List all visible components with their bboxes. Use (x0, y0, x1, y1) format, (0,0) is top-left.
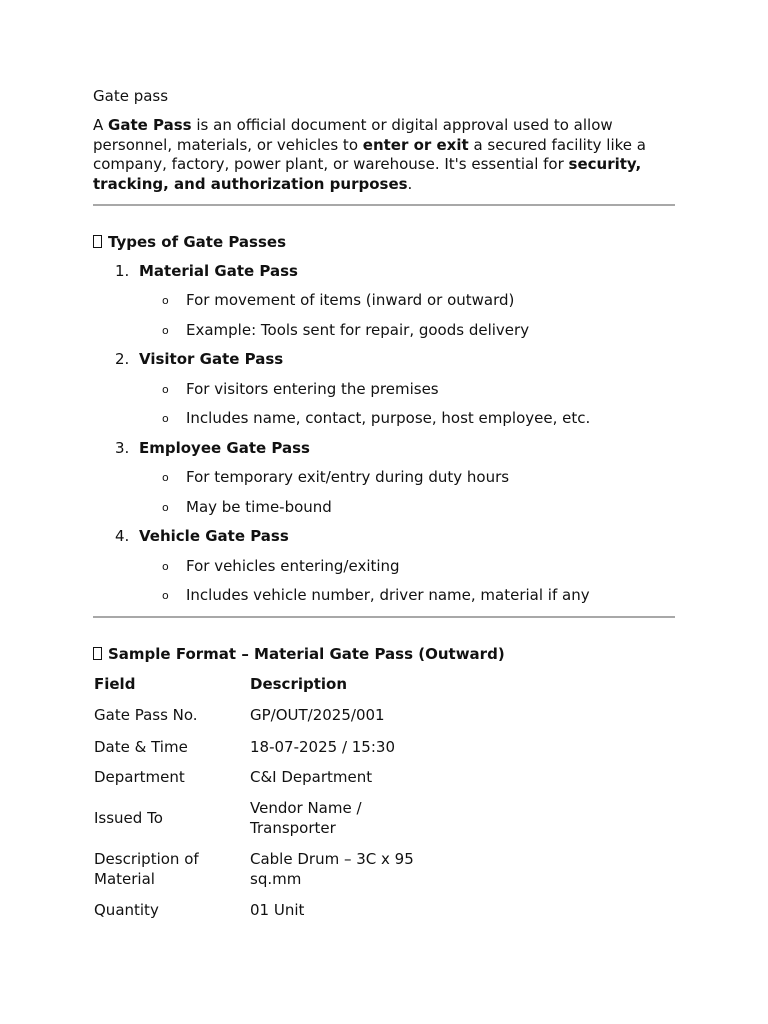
sub-list-text: For visitors entering the premises (186, 380, 439, 398)
list-item (115, 350, 283, 369)
intro-text: A (93, 116, 109, 134)
sample-format-heading-text: Sample Format – Material Gate Pass (Outward) (108, 645, 505, 663)
table-cell-description: 01 Unit (250, 901, 305, 919)
list-item (115, 439, 310, 458)
sub-list-item (162, 468, 509, 487)
horizontal-divider (93, 616, 675, 618)
sub-list-text: May be time-bound (186, 498, 332, 516)
list-item (115, 527, 289, 546)
table-cell-description: Vendor Name / Transporter (250, 799, 362, 837)
list-item-title: Vehicle Gate Pass (139, 527, 289, 545)
sample-format-heading (93, 645, 505, 664)
sub-list-item (162, 380, 439, 399)
list-item-title: Employee Gate Pass (139, 439, 310, 457)
sub-list-item (162, 557, 400, 576)
table-cell-description: GP/OUT/2025/001 (250, 706, 385, 724)
horizontal-divider (93, 204, 675, 206)
sub-list-item (162, 498, 332, 517)
sub-list-text: For temporary exit/entry during duty hours (186, 468, 510, 486)
table-cell-field: Department (94, 768, 185, 786)
intro-text: a secured facility like a company, factory, power plant, or warehouse. It's essential for (93, 135, 646, 173)
sub-list-text: Includes vehicle number, driver name, material if any (186, 586, 590, 604)
list-item (115, 262, 298, 281)
table-cell-description: 18-07-2025 / 15:30 (250, 738, 395, 756)
bullet-icon: o (162, 560, 169, 573)
table-header-description: Description (250, 675, 348, 693)
list-number: 2. (115, 350, 130, 368)
sub-list-text: Includes name, contact, purpose, host employee, etc. (186, 409, 591, 427)
types-heading-text: Types of Gate Passes (108, 233, 287, 251)
document-title: Gate pass (93, 87, 169, 105)
bullet-icon: o (162, 501, 169, 514)
table-cell-field: Gate Pass No. (94, 706, 198, 724)
table-cell-description: C&I Department (250, 768, 373, 786)
intro-paragraph (93, 116, 675, 194)
sub-list-item (162, 321, 529, 340)
list-item-title: Material Gate Pass (139, 262, 298, 280)
table-cell-field: Quantity (94, 901, 159, 919)
intro-text: is an official document or digital approval used to allow personnel, materials, or vehicles to (93, 116, 613, 154)
intro-bold-text: enter or exit (362, 135, 469, 154)
bullet-icon: o (162, 294, 169, 307)
table-cell-field: Issued To (94, 809, 163, 827)
list-number: 1. (115, 262, 130, 280)
table-cell-description: Cable Drum – 3C x 95 sq.mm (250, 850, 414, 888)
missing-glyph-icon (93, 647, 102, 660)
table-cell-field: Date & Time (94, 738, 188, 756)
bullet-icon: o (162, 324, 169, 337)
types-heading (93, 233, 286, 252)
missing-glyph-icon (93, 235, 102, 248)
table-header-field: Field (94, 675, 136, 693)
sub-list-text: Example: Tools sent for repair, goods delivery (186, 321, 530, 339)
sub-list-item (162, 291, 514, 310)
sub-list-item (162, 409, 590, 428)
bullet-icon: o (162, 383, 169, 396)
bullet-icon: o (162, 589, 169, 602)
intro-bold-text: security, tracking, and authorization purposes (93, 155, 642, 193)
list-number: 4. (115, 527, 130, 545)
bullet-icon: o (162, 412, 169, 425)
sub-list-item (162, 586, 590, 605)
list-number: 3. (115, 439, 130, 457)
sub-list-text: For movement of items (inward or outward) (186, 291, 515, 309)
intro-bold-text: Gate Pass (108, 116, 192, 134)
list-item-title: Visitor Gate Pass (139, 350, 284, 368)
intro-text: . (407, 174, 413, 193)
table-cell-field: Description of Material (94, 850, 199, 888)
bullet-icon: o (162, 471, 169, 484)
sub-list-text: For vehicles entering/exiting (186, 557, 400, 575)
